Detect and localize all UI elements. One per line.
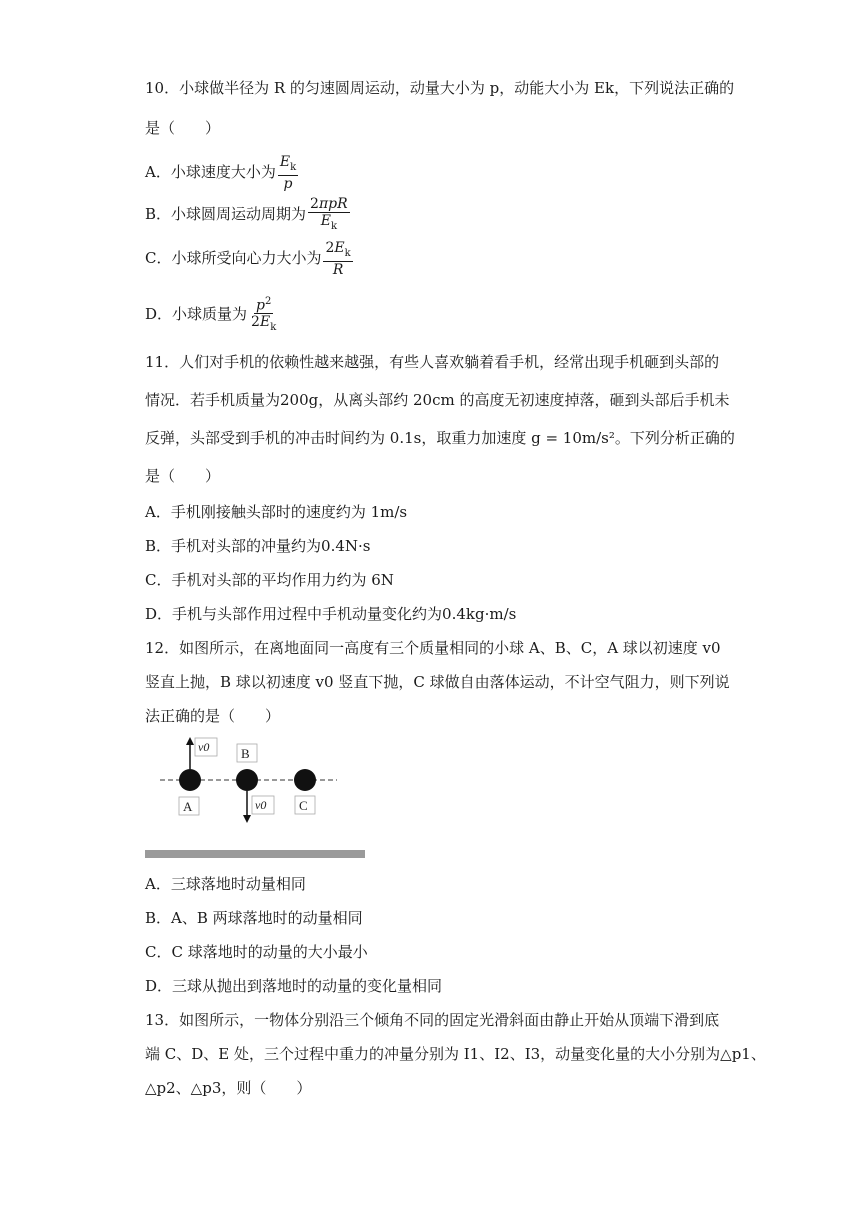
q12-line2: 竖直上抛，B 球以初速度 v0 竖直下抛，C 球做自由落体运动，不计空气阻力，则下列说 [145, 673, 730, 691]
q11-line3: 反弹，头部受到手机的冲击时间约为 0.1s，取重力加速度 g = 10m/s²。下列分析正确的 [145, 429, 735, 447]
q10-option-b-text: B．小球圆周运动周期为 [145, 205, 307, 223]
ball-b-v0-label: v0 [255, 798, 267, 812]
q12-option-b: B．A、B 两球落地时的动量相同 [145, 909, 363, 927]
q13-line2: 端 C、D、E 处，三个过程中重力的冲量分别为 I1、I2、I3，动量变化量的大小分别为△p1、 [145, 1045, 766, 1063]
ball-c-label: C [299, 798, 308, 813]
q10-stem-line1: 10．小球做半径为 R 的匀速圆周运动，动量大小为 p，动能大小为 Ek，下列说法正确的 [145, 79, 735, 97]
ball-c [294, 769, 316, 791]
ball-b [236, 769, 258, 791]
q12-line3: 法正确的是（ ） [145, 707, 281, 725]
ball-b-arrowhead [243, 815, 251, 823]
q10-option-a [145, 152, 300, 192]
fraction-2ek-over-r: $\frac{2E_k}{R}$ [325, 239, 351, 279]
ball-a [179, 769, 201, 791]
ball-a-v0-label: v0 [198, 740, 210, 754]
fraction-p2-over-2ek: $\frac{p^2}{2E_k}$ [251, 295, 277, 334]
q10-stem-line2: 是（ ） [145, 119, 221, 137]
q10-option-c [145, 238, 355, 278]
q12-option-c: C．C 球落地时的动量的大小最小 [145, 943, 368, 961]
q11-option-d: D．手机与头部作用过程中手机动量变化约为0.4kg·m/s [145, 605, 517, 623]
q10-option-d [145, 292, 280, 336]
q11-option-c: C．手机对头部的平均作用力约为 6N [145, 571, 394, 589]
q12-option-a: A．三球落地时动量相同 [145, 875, 306, 893]
fraction-2pipr-over-ek: $\frac{\text{2πpR}}{E_k}$ [310, 195, 348, 232]
ball-a-arrowhead [186, 737, 194, 745]
q10-option-b [145, 194, 352, 234]
q13-line3: △p2、△p3，则（ ） [145, 1079, 312, 1097]
q11-option-a: A．手机刚接触头部时的速度约为 1m/s [145, 503, 408, 521]
ball-b-label: B [241, 746, 250, 761]
ground [145, 850, 365, 858]
ball-a-label: A [183, 799, 193, 814]
q11-line4: 是（ ） [145, 467, 221, 485]
q11-line2: 情况．若手机质量为200g，从离头部约 20cm 的高度无初速度掉落，砸到头部后手机未 [145, 391, 730, 409]
q10-option-c-text: C．小球所受向心力大小为 [145, 249, 322, 267]
q12-option-d: D．三球从抛出到落地时的动量的变化量相同 [145, 977, 443, 995]
three-balls-figure [145, 735, 370, 860]
q10-option-a-text: A．小球速度大小为 [145, 163, 276, 181]
q13-line1: 13．如图所示，一物体分别沿三个倾角不同的固定光滑斜面由静止开始从顶端下滑到底 [145, 1011, 720, 1029]
fraction-ek-over-p: $\frac{E_k}{p}$ [279, 153, 297, 193]
q10-option-d-text: D．小球质量为 [145, 305, 248, 323]
q11-option-b: B．手机对头部的冲量约为0.4N·s [145, 537, 371, 555]
q11-line1: 11．人们对手机的依赖性越来越强，有些人喜欢躺着看手机，经常出现手机砸到头部的 [145, 353, 720, 371]
q12-line1: 12．如图所示，在离地面同一高度有三个质量相同的小球 A、B、C，A 球以初速度 v0 [145, 639, 721, 657]
